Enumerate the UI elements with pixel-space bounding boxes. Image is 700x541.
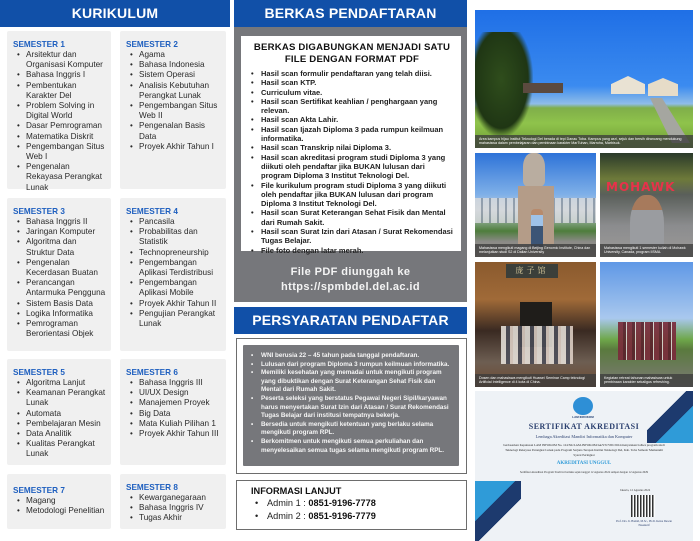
kurikulum-banner: KURIKULUM <box>0 0 230 27</box>
person-shape <box>531 209 543 247</box>
photo-caption: Dosen dan mahasiswa mengikuti Huawei Seminar Camp teknologi Artificial Intelligence di 4 kota di China. <box>475 374 596 387</box>
list-item: • Hasil scan Transkrip nilai Diploma 3. <box>249 143 455 152</box>
accreditation-certificate <box>475 391 693 541</box>
persyaratan-frame <box>236 338 467 474</box>
mohawk-photo <box>600 153 693 257</box>
certificate-title: SERTIFIKAT AKREDITASI <box>528 422 640 431</box>
semester-heading: SEMESTER 2 <box>126 40 178 49</box>
certificate-validity: Sertifikat Akreditasi Program Studi ini berlaku sejak tanggal 12 Agustus 2024 sampai dengan 12 Agustus 2029 <box>519 470 649 474</box>
house-shape <box>648 78 678 96</box>
list-item: • Algoritma dan Struktur Data <box>13 237 107 257</box>
list-item: • Algoritma Lanjut <box>13 378 107 388</box>
list-item: • Lulusan dari program Diploma 3 rumpun keilmuan informatika. <box>250 361 454 370</box>
list-item: • Bahasa Inggris I <box>13 70 107 80</box>
course-list <box>13 378 107 460</box>
campus-photo <box>475 10 693 148</box>
list-item: • Hasil scan Akta Lahir. <box>249 115 455 124</box>
list-item: • WNI berusia 22 – 45 tahun pada tanggal pendaftaran. <box>250 352 454 361</box>
lam-infokom-logo-icon <box>573 397 593 415</box>
list-item: • Pengembangan Situs Web I <box>13 142 107 162</box>
photo-caption: Mahasiswa mengikuti 1 semester kuliah di Mohawk University, Canada, program IISMA. <box>600 244 693 257</box>
group-shape <box>501 326 573 364</box>
list-item: • Hasil scan Ijazah Diploma 3 pada rumpun keilmuan informatika. <box>249 125 455 144</box>
semester-heading: SEMESTER 4 <box>126 207 178 216</box>
list-item: • Peserta seleksi yang berstatus Pegawai Negeri Sipil/karyawan harus menyertakan Surat Izin dari Atasan / Surat Rekomendasi Tugas Belajar dari institusi tempatnya bekerja. <box>250 395 454 421</box>
semester-card-3 <box>7 198 111 351</box>
list-item: • Sistem Basis Data <box>13 299 107 309</box>
upload-url-link[interactable]: https://spmbdel.del.ac.id <box>281 281 420 293</box>
building-plaque: 庞子馆 <box>506 264 558 278</box>
list-item: • Tugas Akhir <box>126 513 222 523</box>
photo-caption: Kegiatan retreat tahunan mahasiswa untuk pembinaan karakter sekaligus refreshing. <box>600 374 693 387</box>
list-item: • Pengenalan Basis Data <box>126 121 222 141</box>
list-item: • Pengenalan Rekayasa Perangkat Lunak <box>13 162 107 193</box>
qr-code-icon <box>631 495 655 517</box>
list-item: • Hasil scan formulir pendaftaran yang telah diisi. <box>249 69 455 78</box>
list-item: • Pengujian Perangkat Lunak <box>126 309 222 329</box>
berkas-banner: BERKAS PENDAFTARAN <box>234 0 467 27</box>
group-shape <box>618 322 676 360</box>
semester-heading: SEMESTER 5 <box>13 368 65 377</box>
list-item: • Pengenalan Kecerdasan Buatan <box>13 258 107 278</box>
list-item: • Probabilitas dan Statistik <box>126 227 222 247</box>
logo-text: LAM INFOKOM <box>572 415 594 419</box>
retreat-photo <box>600 262 693 387</box>
list-item: • File foto dengan latar merah. <box>249 246 455 255</box>
course-list <box>13 496 107 516</box>
contact-item-admin-1 <box>251 497 466 510</box>
list-item: • Logika Informatika <box>13 309 107 319</box>
list-item: • Proyek Akhir Tahun III <box>126 429 222 439</box>
certificate-body: berdasarkan Keputusan LAM INFOKOM No. 124/SK/LAM-INFOKOM/Ak/STr/VIII/2024 menyatakan bahwa program studi Teknologi Rekayasa Perangkat Lunak pada Program Sarjana Terapan Institut Teknologi Del, Kab. Toba Samosir Memenuhi Syarat Peringkat <box>503 443 665 457</box>
list-item: • Kualitas Perangkat Lunak <box>13 439 107 459</box>
list-item: • Pembelajaran Mesin <box>13 419 107 429</box>
semester-card-1 <box>7 31 111 192</box>
course-list <box>126 378 222 439</box>
bootcamp-photo <box>475 262 596 387</box>
china-internship-photo <box>475 153 596 257</box>
list-item: • Hasil scan KTP. <box>249 78 455 87</box>
list-item: • Kewarganegaraan <box>126 493 222 503</box>
list-item: • Dasar Pemrograman <box>13 121 107 131</box>
persyaratan-banner: PERSYARATAN PENDAFTAR <box>234 307 467 334</box>
list-item: • Pemrograman Berorientasi Objek <box>13 319 107 339</box>
semester-heading: SEMESTER 7 <box>13 486 65 495</box>
list-item: • Pengembangan Aplikasi Mobile <box>126 278 222 298</box>
list-item: • Hasil scan Surat Keterangan Sehat Fisik dan Mental dari Rumah Sakit. <box>249 208 455 227</box>
contact-label: Admin 2 : <box>267 510 309 521</box>
list-item: • Pancasila <box>126 217 222 227</box>
berkas-list <box>249 69 455 255</box>
list-item: • Magang <box>13 496 107 506</box>
list-item: • Bahasa Inggris IV <box>126 503 222 513</box>
list-item: • Bersedia untuk mengikuti ketentuan yang berlaku selama mengikuti program RPL. <box>250 421 454 438</box>
semester-card-7 <box>7 474 111 529</box>
list-item: • Hasil scan akreditasi program studi Diploma 3 yang diikuti oleh pendaftar jika BUKAN lulusan dari program Diploma 3 Institut Teknologi Del. <box>249 153 455 181</box>
list-item: • Sistem Operasi <box>126 70 222 80</box>
list-item: • Pengembangan Aplikasi Terdistribusi <box>126 258 222 278</box>
certificate-signer: Prof. Drs. Ir. Hamid, M.Sc., Ph.D. Ketua Dewan Eksekutif <box>615 519 673 527</box>
semester-card-8 <box>120 474 226 529</box>
semester-heading: SEMESTER 6 <box>126 368 178 377</box>
semester-card-5 <box>7 359 111 465</box>
list-item: • Keamanan Perangkat Lunak <box>13 388 107 408</box>
list-item: • Arsitektur dan Organisasi Komputer <box>13 50 107 70</box>
house-shape <box>611 76 645 94</box>
photo-caption: Area kampus hijau Institut Teknologi Del berada di tepi Danau Toba. Kampus yang asri, sejuk dan bersih dirancang mendukung mahasiswa dalam pembelajaran dan pembinaan karakter MarTuhan, Marroha, Marbisuk. <box>475 135 693 148</box>
semester-card-6 <box>120 359 226 465</box>
list-item: • Bahasa Inggris II <box>13 217 107 227</box>
list-item: • Problem Solving in Digital World <box>13 101 107 121</box>
list-item: • Matematika Diskrit <box>13 132 107 142</box>
course-list <box>126 50 222 152</box>
list-item: • Mata Kuliah Pilihan 1 <box>126 419 222 429</box>
semester-card-2 <box>120 31 226 189</box>
course-list <box>126 217 222 329</box>
contact-item-admin-2 <box>251 510 466 523</box>
informasi-frame <box>236 480 467 530</box>
list-item: • Metodologi Penelitian <box>13 506 107 516</box>
semester-card-4 <box>120 198 226 351</box>
list-item: • Bahasa Inggris III <box>126 378 222 388</box>
certificate-subtitle: Lembaga Akreditasi Mandiri Informatika dan Komputer <box>535 434 633 439</box>
pendaftaran-column <box>234 0 467 541</box>
contact-phone[interactable]: 0851-9196-7778 <box>308 498 376 508</box>
semester-heading: SEMESTER 8 <box>126 483 178 492</box>
upload-instruction: File PDF diunggah ke <box>290 266 411 278</box>
semester-heading: SEMESTER 1 <box>13 40 65 49</box>
persyaratan-list <box>250 352 454 455</box>
semester-heading: SEMESTER 3 <box>13 207 65 216</box>
statue-shape <box>523 153 545 187</box>
list-item: • Hasil scan Sertifikat keahlian / penghargaan yang relevan. <box>249 97 455 116</box>
corner-decoration <box>475 481 521 541</box>
mohawk-sign: MOHAWK <box>606 180 676 194</box>
berkas-card <box>241 36 461 255</box>
list-item: • Analisis Kebutuhan Perangkat Lunak <box>126 81 222 101</box>
course-list <box>126 493 222 524</box>
list-item: • Pengembangan Situs Web II <box>126 101 222 121</box>
accreditation-grade: AKREDITASI UNGGUL <box>556 461 612 466</box>
list-item: • Proyek Akhir Tahun II <box>126 299 222 309</box>
list-item: • Technopreneurship <box>126 248 222 258</box>
list-item: • Hasil scan Surat Izin dari Atasan / Surat Rekomendasi Tugas Belajar. <box>249 227 455 246</box>
list-item: • Automata <box>13 409 107 419</box>
list-item: • UI/UX Design <box>126 388 222 398</box>
list-item: • Data Analitik <box>13 429 107 439</box>
certificate-date: Jakarta, 12 Agustus 2024 <box>620 488 651 492</box>
berkas-panel <box>234 27 467 302</box>
upload-note <box>234 265 467 295</box>
berkas-heading: BERKAS DIGABUNGKAN MENJADI SATU FILE DENGAN FORMAT PDF <box>253 42 451 65</box>
contact-label: Admin 1 : <box>267 498 309 508</box>
list-item: • Pembentukan Karakter Del <box>13 81 107 101</box>
list-item: • Big Data <box>126 409 222 419</box>
course-list <box>13 217 107 339</box>
gallery-column <box>470 0 700 541</box>
list-item: • Berkomitmen untuk mengikuti semua perkuliahan dan menyelesaikan semua tugas selama mengikuti program RPL. <box>250 438 454 455</box>
course-list <box>13 50 107 193</box>
list-item: • Curriculum vitae. <box>249 88 455 97</box>
photo-caption: Mahasiswa mengikuti magang di Beijing Genomic Institute, China dan melanjutkan studi S2 di Dalian University <box>475 244 596 257</box>
list-item: • Memiliki kesehatan yang memadai untuk mengikuti program yang dibuktikan dengan Surat Keterangan Sehat Fisik dan Mental dari Rumah Sakit. <box>250 369 454 395</box>
list-item: • Jaringan Komputer <box>13 227 107 237</box>
list-item: • Agama <box>126 50 222 60</box>
list-item: • Perancangan Antarmuka Pengguna <box>13 278 107 298</box>
contact-phone[interactable]: 0851-9196-7779 <box>308 510 376 521</box>
list-item: • Bahasa Indonesia <box>126 60 222 70</box>
list-item: • Proyek Akhir Tahun I <box>126 142 222 152</box>
contact-list <box>251 497 466 523</box>
persyaratan-card <box>243 345 459 466</box>
list-item: • Manajemen Proyek <box>126 398 222 408</box>
kurikulum-column <box>0 0 232 541</box>
building-shape <box>523 83 563 93</box>
list-item: • File kurikulum program studi Diploma 3 yang diikuti oleh pendaftar jika BUKAN lulusan dari program Diploma 3 Institut Teknologi Del. <box>249 181 455 209</box>
informasi-heading: INFORMASI LANJUT <box>251 486 342 496</box>
